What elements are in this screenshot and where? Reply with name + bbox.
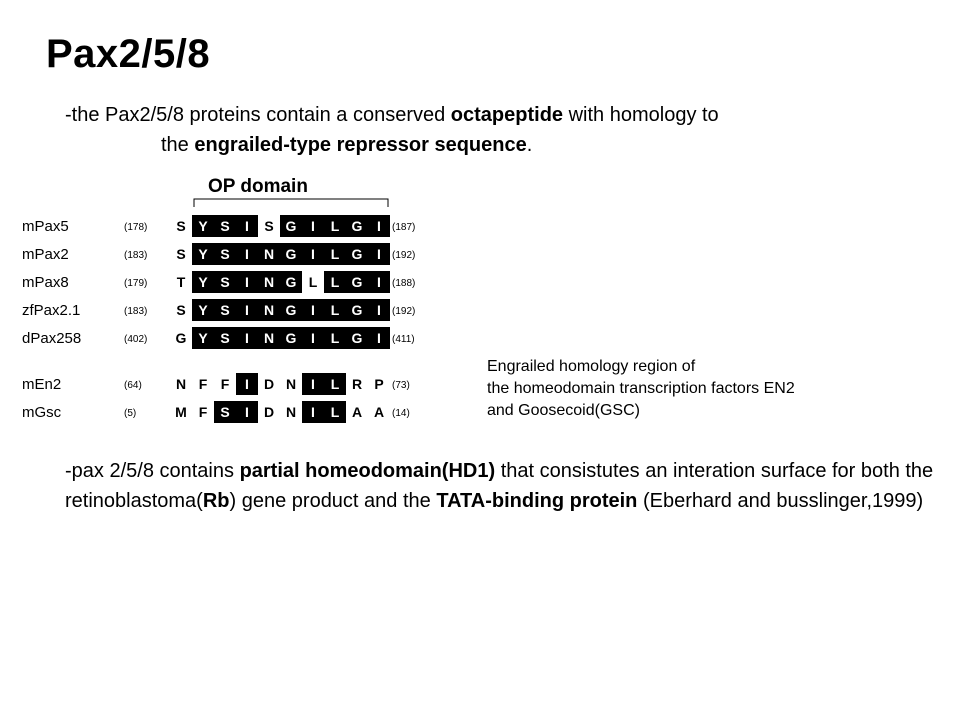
eh-row-1-residue-3: I bbox=[245, 404, 249, 420]
pax-row-1-residue-1: Y bbox=[198, 246, 208, 262]
eh-row-0-residue-5: N bbox=[285, 376, 297, 392]
pax-row-1-residue-0: S bbox=[176, 246, 186, 262]
eh-row-0-residue-0: N bbox=[175, 376, 187, 392]
pax-row-0-residue-3: I bbox=[245, 218, 249, 234]
pax-row-3-residue-1: Y bbox=[198, 302, 208, 318]
pax-row-0-residue-4: S bbox=[264, 218, 274, 234]
eh-row-0-end: (73) bbox=[392, 380, 410, 391]
pax-row-2-residue-6: L bbox=[308, 274, 318, 290]
eh-row-1-start: (5) bbox=[124, 408, 137, 419]
bold-term-homeodomain: partial homeodomain(HD1) bbox=[239, 460, 496, 482]
pax-row-4-residue-5: G bbox=[285, 330, 297, 346]
eh-row-0-start: (64) bbox=[124, 380, 142, 391]
octapeptide-paragraph bbox=[65, 100, 945, 160]
eh-row-0-residue-9: P bbox=[374, 376, 384, 392]
pax-row-3-residue-9: I bbox=[377, 302, 381, 318]
pax-row-3-residue-4: N bbox=[263, 302, 275, 318]
pax-row-4-end: (411) bbox=[392, 334, 415, 345]
pax-row-0-end: (187) bbox=[392, 222, 416, 233]
pax-row-2-residue-1: Y bbox=[198, 274, 208, 290]
eh-row-1-name: mGsc bbox=[22, 404, 62, 421]
pax-row-1-residue-7: L bbox=[330, 246, 340, 262]
pax-row-3-residue-7: L bbox=[330, 302, 340, 318]
pax-row-2-name: mPax8 bbox=[22, 274, 69, 291]
pax-row-1-end: (192) bbox=[392, 250, 416, 261]
pax-row-0-residue-2: S bbox=[220, 218, 230, 234]
eh-row-1-residue-1: F bbox=[198, 404, 208, 420]
pax-row-3-name: zfPax2.1 bbox=[22, 302, 81, 319]
eh-row-0-residue-3: I bbox=[245, 376, 249, 392]
homeodomain-paragraph bbox=[65, 456, 945, 516]
eh-row-1-residue-2: S bbox=[220, 404, 230, 420]
eh-row-0-residue-7: L bbox=[330, 376, 340, 392]
pax-row-2-start: (179) bbox=[124, 278, 148, 289]
pax-row-0-name: mPax5 bbox=[22, 218, 69, 235]
eh-row-1-residue-0: M bbox=[175, 404, 187, 420]
eh-row-0-residue-1: F bbox=[198, 376, 208, 392]
pax-row-2-residue-9: I bbox=[377, 274, 381, 290]
bold-term-repressor-sequence: engrailed-type repressor sequence bbox=[194, 134, 527, 156]
bold-term-tata-binding: TATA-binding protein bbox=[436, 490, 638, 512]
pax-row-2-residue-0: T bbox=[176, 274, 186, 290]
pax-row-2-residue-3: I bbox=[245, 274, 249, 290]
pax-row-3-residue-2: S bbox=[220, 302, 230, 318]
eh-row-1-residue-4: D bbox=[263, 404, 275, 420]
pax-row-4-name: dPax258 bbox=[22, 330, 82, 347]
pax-row-1-start: (183) bbox=[124, 250, 148, 261]
eh-row-1-residue-9: A bbox=[373, 404, 385, 420]
pax-row-4-residue-4: N bbox=[263, 330, 275, 346]
pax-row-0-residue-9: I bbox=[377, 218, 381, 234]
text-run: -pax 2/5/8 contains bbox=[65, 460, 240, 482]
pax-row-3-residue-6: I bbox=[311, 302, 315, 318]
text-run: -the Pax2/5/8 proteins contain a conserved bbox=[65, 104, 451, 126]
pax-row-1-residue-8: G bbox=[351, 246, 363, 262]
pax-row-3-start: (183) bbox=[124, 306, 148, 317]
pax-row-0-residue-8: G bbox=[351, 218, 363, 234]
text-run: that consistutes an interation surface for both the retinoblastoma( bbox=[65, 460, 934, 512]
pax-row-2-residue-5: G bbox=[285, 274, 297, 290]
pax-row-1-residue-3: I bbox=[245, 246, 249, 262]
eh-row-0-residue-8: R bbox=[351, 376, 363, 392]
pax-row-3-end: (192) bbox=[392, 306, 416, 317]
pax-row-2-residue-8: G bbox=[351, 274, 363, 290]
pax-row-2-residue-2: S bbox=[220, 274, 230, 290]
eh-row-1-end: (14) bbox=[392, 408, 410, 419]
pax-row-1-residue-5: G bbox=[285, 246, 297, 262]
alignment-figure bbox=[20, 195, 440, 440]
pax-row-3-residue-0: S bbox=[176, 302, 186, 318]
eh-row-1-residue-8: A bbox=[351, 404, 363, 420]
pax-row-4-residue-8: G bbox=[351, 330, 363, 346]
text-run: (Eberhard and busslinger,1999) bbox=[637, 490, 924, 512]
octapeptide-line-2 bbox=[65, 130, 945, 160]
eh-row-0-residue-6: I bbox=[311, 376, 315, 392]
op-domain-bracket bbox=[194, 199, 388, 207]
caption-line-1: Engrailed homology region of bbox=[487, 358, 696, 375]
eh-row-0-name: mEn2 bbox=[22, 376, 62, 393]
pax-row-4-residue-1: Y bbox=[198, 330, 208, 346]
slide-title: Pax2/5/8 bbox=[46, 32, 211, 76]
pax-row-2-residue-7: L bbox=[330, 274, 340, 290]
op-domain-label: OP domain bbox=[208, 176, 308, 197]
pax-row-0-residue-1: Y bbox=[198, 218, 208, 234]
pax-row-0-residue-6: I bbox=[311, 218, 315, 234]
alignment-svg bbox=[20, 195, 440, 435]
pax-row-4-residue-3: I bbox=[245, 330, 249, 346]
pax-row-3-residue-3: I bbox=[245, 302, 249, 318]
pax-row-1-name: mPax2 bbox=[22, 246, 69, 263]
eh-row-1-residue-6: I bbox=[311, 404, 315, 420]
pax-row-2-end: (188) bbox=[392, 278, 416, 289]
pax-row-2-residue-4: N bbox=[263, 274, 275, 290]
pax-row-4-residue-6: I bbox=[311, 330, 315, 346]
pax-row-0-residue-5: G bbox=[285, 218, 297, 234]
pax-row-4-residue-9: I bbox=[377, 330, 381, 346]
eh-row-0-residue-2: F bbox=[220, 376, 230, 392]
caption-line-2: the homeodomain transcription factors EN2 bbox=[487, 380, 795, 397]
eh-row-1-residue-5: N bbox=[285, 404, 297, 420]
pax-row-3-residue-5: G bbox=[285, 302, 297, 318]
pax-row-4-residue-0: G bbox=[175, 330, 187, 346]
pax-row-4-start: (402) bbox=[124, 334, 148, 345]
eh-row-0-residue-4: D bbox=[263, 376, 275, 392]
eh-row-1-residue-7: L bbox=[330, 404, 340, 420]
pax-row-1-residue-6: I bbox=[311, 246, 315, 262]
pax-row-4-residue-7: L bbox=[330, 330, 340, 346]
text-run: . bbox=[526, 134, 533, 156]
pax-row-1-residue-9: I bbox=[377, 246, 381, 262]
bold-term-octapeptide: octapeptide bbox=[450, 104, 564, 126]
text-run: ) gene product and the bbox=[229, 490, 437, 512]
eh-caption bbox=[487, 356, 795, 422]
octapeptide-line-1 bbox=[65, 100, 945, 130]
pax-row-1-residue-2: S bbox=[220, 246, 230, 262]
bold-term-rb: Rb bbox=[202, 490, 230, 512]
pax-row-4-residue-2: S bbox=[220, 330, 230, 346]
text-run: with homology to bbox=[563, 104, 719, 126]
pax-row-3-residue-8: G bbox=[351, 302, 363, 318]
pax-row-0-residue-7: L bbox=[330, 218, 340, 234]
pax-row-1-residue-4: N bbox=[263, 246, 275, 262]
pax-row-0-residue-0: S bbox=[176, 218, 186, 234]
caption-line-3: and Goosecoid(GSC) bbox=[487, 402, 640, 419]
pax-row-0-start: (178) bbox=[124, 222, 148, 233]
text-run: the bbox=[161, 134, 195, 156]
